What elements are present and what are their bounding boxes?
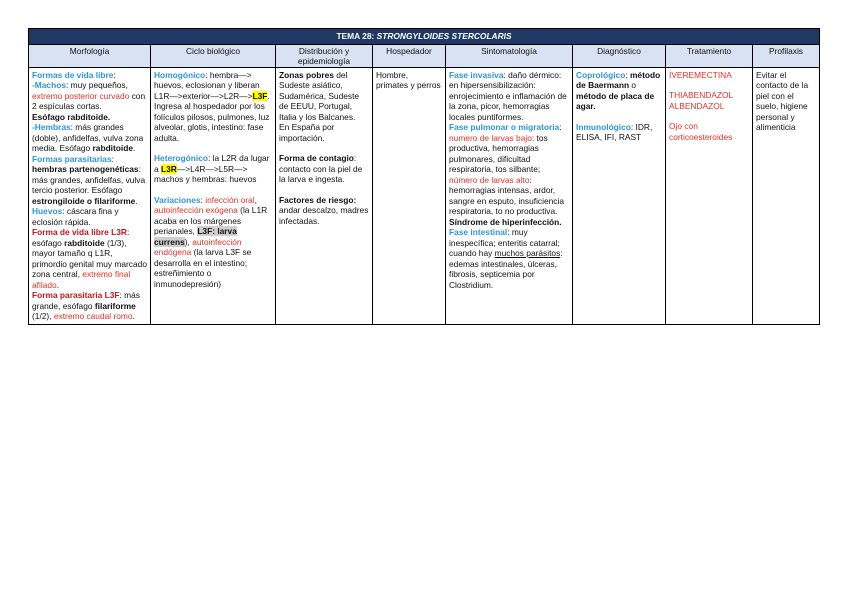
cell-paragraph [279,70,369,123]
paragraph-gap [576,112,662,122]
text-run: : esófago [32,227,130,248]
text-run: : más grandes (doble), anfidelfas, vulva zona media. Esófago [32,122,144,153]
text-run: autoinfección exógena [154,205,238,215]
cell-paragraph [32,70,147,81]
cell-paragraph [449,227,569,290]
cell-paragraph [154,153,272,185]
text-run: . [132,311,135,321]
header-row [29,44,820,67]
cell-paragraph [279,122,369,143]
text-run: muchos parásitos [494,248,561,258]
text-run: con 2 espículas cortas. [32,90,146,111]
cell-paragraph [32,112,147,123]
cell-paragraph [154,70,272,144]
text-run: Factores de riesgo: [279,194,357,205]
text-run: estrongiloide o filariforme [32,195,136,206]
cell-paragraph [669,90,749,101]
title-row [29,29,820,45]
text-run: Esófago rabditoide. [32,111,111,122]
cell-profilaxis [753,67,820,324]
text-run: autoinfección endógena [154,236,242,257]
text-run: andar descalzo, madres infectadas. [279,205,369,226]
text-run: : cáscara fina y eclosión rápida. [32,206,119,227]
cell-paragraph [32,227,147,290]
cell-paragraph [756,70,816,133]
text-run: -Hembras [32,122,71,132]
cell-paragraph [669,101,749,112]
text-run: IVEREMECTINA [669,69,732,80]
text-run: : muy inespecífica; enteritis catarral; cuando hay [449,227,560,258]
text-run: (la L1R acaba en los márgenes perianales, [154,205,268,236]
text-run: Formas de vida libre [32,69,114,80]
cell-ciclo [151,67,276,324]
header-diagnostico: Diagnóstico [573,44,666,67]
text-run: filariforme [94,300,136,311]
cell-sintomatologia [446,67,573,324]
text-run: Evitar el contacto de la piel con el suelo, higiene personal y alimenticia [756,69,809,132]
text-run: : muy pequeños, [65,80,128,90]
paragraph-gap [154,185,272,195]
paragraph-gap [279,143,369,153]
cell-tratamiento [666,67,753,324]
text-run: hembras partenogenéticas [32,164,139,174]
text-run: L3F: larva currens [154,226,237,247]
paragraph-gap [669,80,749,90]
text-run: : hembra—> huevos, eclosionan y liberan L1R—>exterior—>L2R—> [154,69,260,101]
text-run: : más grande, esófago [32,290,140,311]
text-run: L3F [252,90,268,101]
cell-paragraph [669,70,749,81]
text-run: Huevos [32,206,63,216]
cell-paragraph [376,70,442,91]
text-run: rabditoide [64,237,105,248]
text-run: : tos productiva, hemorragias pulmonares, dificultad respiratoria, tos silbante; [449,132,548,174]
summary-table [28,28,820,325]
text-run: : [200,194,206,205]
text-run: Heterogónico [154,153,208,163]
cell-paragraph [279,153,369,185]
cell-paragraph [449,70,569,123]
text-run: Fase invasiva [449,69,504,80]
text-run: . [135,195,138,206]
text-run: . [133,143,136,153]
cell-paragraph [669,121,749,142]
cell-diagnostico [573,67,666,324]
text-run: : daño dérmico: en hipersensibilización: enrojecimiento e inflamación de la zona, picor, hemorragias locales puntiformes. [449,69,567,122]
text-run: : [111,153,114,164]
cell-paragraph [154,195,272,290]
cell-paragraph [32,164,147,206]
text-run: (1/3), mayor tamaño q L1R, primordio genital muy marcado zona central, [32,237,147,279]
text-run: , [254,194,257,205]
text-run: número de larvas alto [449,174,530,185]
text-run: rabditoide [92,143,134,153]
paragraph-gap [279,185,369,195]
text-run: En España por importación. [279,122,335,143]
text-run: método de Baermann [576,69,661,90]
text-run: : [559,122,562,132]
text-run: Forma de vida libre L3R [32,227,127,237]
header-distribucion: Distribución y epidemiología [276,44,373,67]
text-run: : la L2R da lugar a [154,153,270,174]
cell-hospedador [373,67,446,324]
text-run: método de placa de agar. [576,90,655,111]
cell-paragraph [449,122,569,217]
paragraph-gap [669,111,749,121]
topic-sheet [28,28,819,325]
header-ciclo: Ciclo biológico [151,44,276,67]
text-run: : contacto con la piel de la larva e ingesta. [279,153,363,184]
header-profilaxis: Profilaxis [753,44,820,67]
text-run: : más grandes, anfidelfas, vulva tercio posterior. Esófago [32,164,146,195]
text-run: extremo caudal romo [53,311,133,321]
text-run: Fase intestinal [449,227,508,237]
title-name: STRONGYLOIDES STERCOLARIS [376,31,512,41]
text-run: Ojo con corticoesteroides [669,121,733,142]
text-run: Hombre, primates y perros [376,69,441,90]
text-run: -Machos [32,80,66,90]
cell-morfologia [29,67,151,324]
text-run: del Sudeste asiático, Sudamérica, Sudeste de EEUU, Portugal, Italia y los Balcanes. [279,69,360,122]
text-run: THIABENDAZOL [669,90,734,100]
text-run: : IDR, ELISA, IFI, RAST [576,121,653,142]
text-run: Variaciones [154,194,201,205]
paragraph-gap [154,143,272,153]
text-run: : hemorragias intensas, ardor, sangre en esputo, insuficiencia respiratoria, to no productiva. [449,174,564,216]
cell-paragraph [32,290,147,322]
cell-distribucion [276,67,373,324]
content-row [29,67,820,324]
text-run: Síndrome de hiperinfección. [449,216,562,227]
text-run: (la larva L3F se desarrolla en el intestino; estreñimiento o inmunodepresión) [154,247,252,289]
cell-paragraph [32,206,147,227]
text-run: ), [184,236,193,247]
header-hospedador: Hospedador [373,44,446,67]
cell-paragraph [449,217,569,228]
text-run: . [56,279,60,290]
text-run: (1/2), [32,311,54,321]
cell-paragraph [32,154,147,165]
title-prefix: TEMA 28: [336,31,377,41]
header-tratamiento: Tratamiento [666,44,753,67]
text-run: . Ingresa al hospedador por los folículos pilosos, pulmones, luz alveolar, glotis, intestino: fase adulta. [154,90,270,143]
header-sintomatologia: Sintomatología [446,44,573,67]
cell-paragraph [576,122,662,143]
text-run: numero de larvas bajo [449,132,532,143]
text-run: Coprológico [576,69,626,80]
text-run: extremo posterior curvado [32,90,130,101]
text-run: Zonas pobres [279,69,334,80]
cell-paragraph [32,80,147,112]
text-run: —>L4R—>L5R—> machos y hembras: huevos [154,163,257,184]
text-run: : edemas intestinales, úlceras, fibrosis, septicemia por Clostridium. [449,248,563,290]
text-run: o [629,80,637,90]
text-run: infección oral [205,194,255,205]
text-run: Formas parasitarias [32,153,112,164]
table-title [29,29,820,45]
text-run: L3R [161,163,177,174]
text-run: Homogónico [154,69,206,80]
text-run: : [113,69,116,80]
text-run: extremo final afilado [32,269,131,290]
text-run: Forma parasitaria L3F [32,290,120,300]
text-run: : [625,69,630,80]
text-run: Inmunológico [576,121,631,132]
cell-paragraph [279,195,369,227]
header-morfologia: Morfología [29,44,151,67]
text-run: ALBENDAZOL [669,100,725,111]
text-run: Forma de contagio [279,153,354,163]
cell-paragraph [576,70,662,112]
cell-paragraph [32,122,147,154]
text-run: Fase pulmonar o migratoria [449,122,560,132]
